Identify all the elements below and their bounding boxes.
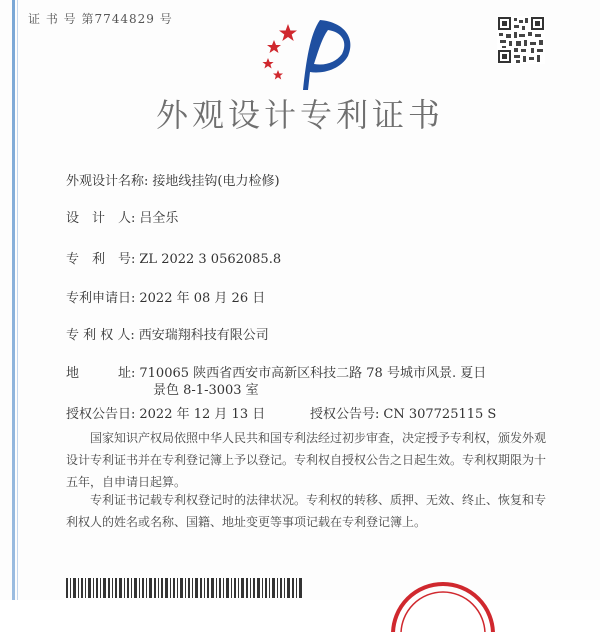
grant-number-row — [310, 403, 496, 422]
patent-number-row — [66, 248, 281, 267]
patent-number-label: 专 利 号: — [66, 252, 136, 267]
qr-code-icon — [497, 16, 545, 64]
patentee-label: 专 利 权 人: — [66, 328, 135, 343]
address-line2: 景色 8-1-3003 室 — [153, 383, 259, 398]
grant-date-label: 授权公告日: — [66, 407, 136, 422]
patentee-row — [66, 324, 269, 343]
grant-date-row — [66, 403, 265, 422]
design-name-value: 接地线挂钩(电力检修) — [152, 174, 280, 189]
address-label: 地 址: — [66, 366, 136, 381]
designer-row — [66, 207, 178, 226]
grant-number-label: 授权公告号: — [310, 407, 380, 422]
address-line2-row — [153, 379, 259, 398]
patentee-value: 西安瑞翔科技有限公司 — [138, 328, 269, 343]
certificate-title: 外观设计专利证书 — [155, 96, 444, 134]
grant-number-value: CN 307725115 S — [383, 407, 497, 422]
certificate-number: 证 书 号 第7744829 号 — [28, 12, 173, 26]
address-row — [66, 362, 486, 381]
designer-label: 设 计 人: — [66, 211, 136, 226]
barcode-icon — [66, 578, 302, 598]
design-name-row — [66, 170, 280, 189]
certificate-paragraph-1: 国家知识产权局依照中华人民共和国专利法经过初步审查，决定授予专利权，颁发外观设计专利证书并在专利登记簿上予以登记。专利权自授权公告之日起生效。专利权期限为十五年，自申请日起算。 — [66, 431, 547, 489]
filing-date-label: 专利申请日: — [66, 291, 136, 306]
address-line1: 710065 陕西省西安市高新区科技二路 78 号城市风景. 夏日 — [139, 366, 487, 381]
filing-date-value: 2022 年 08 月 26 日 — [139, 291, 266, 306]
patent-office-emblem-icon — [248, 12, 358, 94]
certificate-paragraph-2: 专利证书记载专利权登记时的法律状况。专利权的转移、质押、无效、终止、恢复和专利权人的姓名或名称、国籍、地址变更等事项记载在专利登记簿上。 — [66, 493, 547, 529]
patent-number-value: ZL 2022 3 0562085.8 — [139, 252, 282, 267]
filing-date-row — [66, 287, 265, 306]
designer-value: 吕全乐 — [139, 211, 179, 226]
grant-date-value: 2022 年 12 月 13 日 — [139, 407, 266, 422]
design-name-label: 外观设计名称: — [66, 174, 149, 189]
official-seal-icon — [388, 572, 498, 632]
